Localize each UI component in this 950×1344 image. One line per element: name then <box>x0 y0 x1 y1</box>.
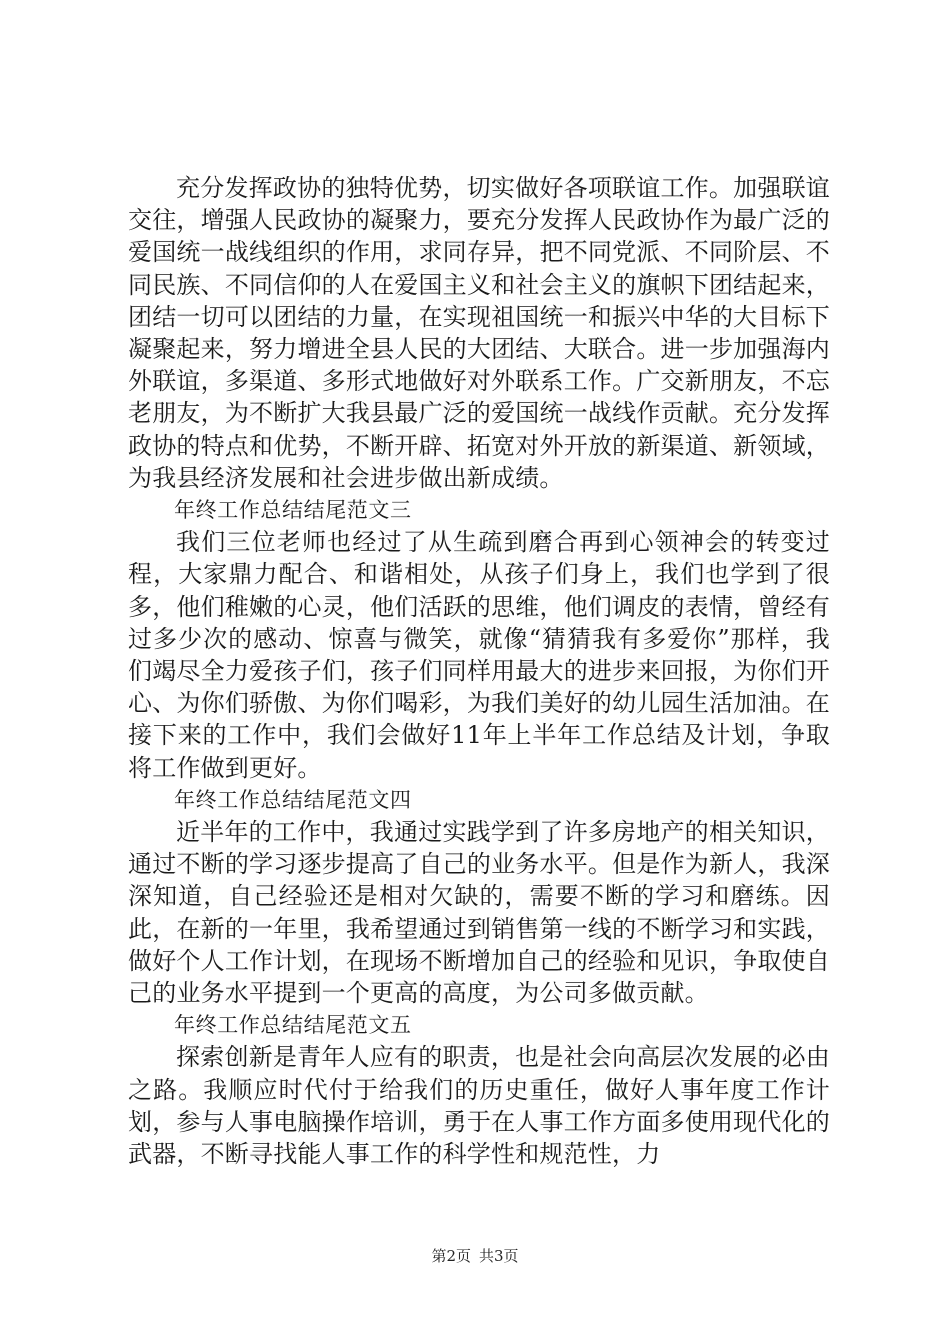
page-number-current: 第2页 <box>431 1247 471 1265</box>
page-number-total: 共3页 <box>479 1247 519 1265</box>
section-heading-sample-three: 年终工作总结结尾范文三 <box>174 498 412 523</box>
paragraph-innovation-hr: 探索创新是青年人应有的职责，也是社会向高层次发展的必由之路。我顺应时代付于给我们的历史重任，做好人事年度工作计划，参与人事电脑操作培训，勇于在人事工作方面多使用现代化的武器，不断寻找能人事工作的科学性和规范性，力 <box>128 1043 830 1169</box>
section-heading-sample-five: 年终工作总结结尾范文五 <box>174 1013 412 1038</box>
paragraph-real-estate-sales: 近半年的工作中，我通过实践学到了许多房地产的相关知识，通过不断的学习逐步提高了自己的业务水平。但是作为新人，我深深知道，自己经验还是相对欠缺的，需要不断的学习和磨练。因此，在新的一年里，我希望通过到销售第一线的不断学习和实践，做好个人工作计划，在现场不断增加自己的经验和见识，争取使自己的业务水平提到一个更高的高度，为公司多做贡献。 <box>128 818 830 1008</box>
paragraph-liaison-work: 充分发挥政协的独特优势，切实做好各项联谊工作。加强联谊交往，增强人民政协的凝聚力，要充分发挥人民政协作为最广泛的爱国统一战线组织的作用，求同存异，把不同党派、不同阶层、不同民族、不同信仰的人在爱国主义和社会主义的旗帜下团结起来，团结一切可以团结的力量，在实现祖国统一和振兴中华的大目标下凝聚起来，努力增进全县人民的大团结、大联合。进一步加强海内外联谊，多渠道、多形式地做好对外联系工作。广交新朋友，不忘老朋友，为不断扩大我县最广泛的爱国统一战线作贡献。充分发挥政协的特点和优势，不断开辟、拓宽对外开放的新渠道、新领域，为我县经济发展和社会进步做出新成绩。 <box>128 174 830 492</box>
paragraph-kindergarten-teachers: 我们三位老师也经过了从生疏到磨合再到心领神会的转变过程，大家鼎力配合、和谐相处，从孩子们身上，我们也学到了很多，他们稚嫩的心灵，他们活跃的思维，他们调皮的表情，曾经有过多少次的感动、惊喜与微笑，就像“猜猜我有多爱你”那样，我们竭尽全力爱孩子们，孩子们同样用最大的进步来回报，为你们开心、为你们骄傲、为你们喝彩，为我们美好的幼儿园生活加油。在接下来的工作中，我们会做好11年上半年工作总结及计划，争取将工作做到更好。 <box>128 528 830 782</box>
page-footer <box>0 1246 950 1266</box>
section-heading-sample-four: 年终工作总结结尾范文四 <box>174 787 412 812</box>
document-body <box>128 172 830 1170</box>
